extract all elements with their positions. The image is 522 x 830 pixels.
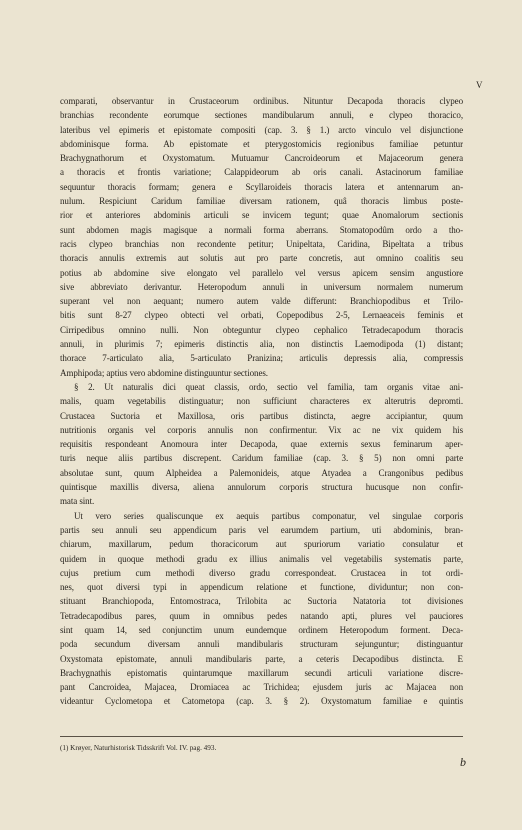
text-line: partis seu annuli seu appendicum paris vel earumdem partium, uti abdominis, bran- — [60, 524, 463, 535]
text-line: sint quam 14, sed conjunctim unum eundemque ordinem Heteropodum forment. Deca- — [60, 624, 463, 635]
text-line: abdominisque forma. Ab epistomate et pterygostomicis regionibus familiae petuntur — [60, 138, 463, 149]
text-line: branchias recondente eorumque sectiones mandibularum annuli, e clypeo thoracico, — [60, 110, 463, 121]
text-line: thoracis annulis extremis aut solutis aut pro parte concretis, aut omnino coalitis seu — [60, 253, 463, 264]
text-line: sive abbreviato derivantur. Heteropodum annuli in universum normalem numerum — [60, 281, 463, 292]
text-line: poda secundum diversam annuli mandibularis structuram sejunguntur; distinguantur — [60, 639, 463, 650]
text-line: mata sint. — [60, 496, 95, 507]
text-line: racis clypeo branchias non recondente petitur; Unipeltata, Caridina, Bipeltata a tribus — [60, 238, 463, 249]
text-line: Crustacea Suctoria et Maxillosa, oris partibus distincta, aegre accipiantur, quum — [60, 410, 463, 421]
text-line: requisitis respondeant Anomoura inter Decapoda, quae externis sexus feminarum aper- — [60, 439, 463, 450]
text-line: rior et anteriores abdominis articuli se invicem tegunt; quae Anomalorum sectionis — [60, 210, 463, 221]
text-line: comparati, observantur in Crustaceorum ordinibus. Nituntur Decapoda thoracis clypeo — [60, 96, 463, 106]
text-line: a thoracis et frontis variatione; Calappideorum ab oris canali. Astacinorum familiae — [60, 167, 463, 178]
text-line: sunt abdomen magis magisque a normali forma aberrans. Stomatopodûm ordo a tho- — [60, 224, 463, 235]
text-line: nutritionis organis vel corporis annulis non confirmentur. Vix ac ne vix quidem his — [60, 424, 463, 435]
text-line: annuli, in plurimis 7; epimeris distinctis alia, non distinctis Laemodipoda (1) distant; — [60, 339, 463, 350]
text-line: cujus pretium cum methodi diverso gradu correspondeat. Crustacea in tot ordi- — [60, 567, 463, 578]
text-line: thorace 7-articulato alia, 5-articulato Pranizina; articulis depressis alia, compressis — [60, 353, 463, 364]
text-line: lateribus vel epimeris et epistomate compositi (cap. 3. § 1.) arcto vinculo vel disjunctione — [60, 124, 463, 135]
text-line: malis, quam vegetabilis distinguatur; non sufficiunt characteres ex alterutris depromti. — [60, 396, 463, 407]
text-line: superant vel non aequant; numero autem valde differunt: Branchiopodibus et Trilo- — [60, 296, 463, 307]
text-line: potius ab abdomine sive elongato vel parallelo vel versus apicem sensim angustiore — [60, 267, 463, 278]
text-line: Cirripedibus omnino nulli. Non obteguntur clypeo cephalico Tetradecapodum thoracis — [60, 324, 463, 335]
body-text — [60, 94, 463, 709]
text-line: Brachygnathis epistomatis quintarumque maxillarum secundi articuli variatione discre- — [60, 667, 463, 678]
text-line: Amphipoda; aptius vero abdomine distinguuntur sectiones. — [60, 367, 268, 378]
text-line: absolutae sunt, quum Alpheidea a Palemonideis, atque Atyadea a Crangonibus pedibus — [60, 467, 463, 478]
text-line: pant Cancroidea, Majacea, Dromiacea ac Trichidea; ejusdem juris ac Majacea non — [60, 682, 463, 693]
text-line: quidem in quoque methodi gradu ex illius animalis vel vegetabilis systematis parte, — [60, 553, 463, 564]
footnote: (1) Krøyer, Naturhistorisk Tidsskrift Vol. IV. pag. 493. — [60, 744, 217, 752]
text-line: § 2. Ut naturalis dici queat classis, ordo, sectio vel familia, tam organis vitae ani- — [74, 381, 463, 392]
text-line: turis neque aliis partibus discrepent. Caridum familiae (cap. 3. § 5) non omni parte — [60, 453, 463, 464]
text-line: nulum. Respiciunt Caridum familiae diversam rationem, quâ thoracis limbus poste- — [60, 196, 463, 207]
text-line: quintisque maxillis diversa, aliena annulorum corporis structura hucusque non confir- — [60, 482, 463, 493]
text-line: nes, quot diversi typi in appendicum relatione et functione, dividuntur; non con- — [60, 582, 463, 593]
text-line: chiarum, maxillarum, pedum thoracicorum aut spuriorum variatio consulatur et — [60, 539, 463, 550]
text-line: Ut vero series qualiscunque ex aequis partibus componatur, vel singulae corporis — [74, 510, 463, 521]
text-line: bitis sunt 8-27 clypeo obtecti vel orbati, Copepodibus 2-5, Lernaeaceis feminis et — [60, 310, 463, 321]
signature-mark: b — [460, 755, 466, 769]
text-line: videantur Cyclometopa et Catometopa (cap. 3. § 2). Oxystomatum familiae e quintis — [60, 696, 463, 707]
text-line: sequuntur thoracis formam; genera e Scyllaroideis thoracis latera et antennarum an- — [60, 181, 463, 192]
footnote-rule — [60, 736, 463, 737]
text-line: stituant Branchiopoda, Entomostraca, Trilobita ac Suctoria Natatoria tot divisiones — [60, 596, 463, 607]
text-line: Brachygnathorum et Oxystomatum. Mutuamur Cancroideorum et Majaceorum genera — [60, 153, 463, 164]
page-number: V — [476, 80, 483, 90]
text-line: Oxystomata epistomate, annuli mandibularis parte, a ceteris Decapodibus distincta. E — [60, 653, 463, 664]
text-line: Tetradecapodibus pares, quum in omnibus pedes natando apti, plures vel pauciores — [60, 610, 463, 621]
